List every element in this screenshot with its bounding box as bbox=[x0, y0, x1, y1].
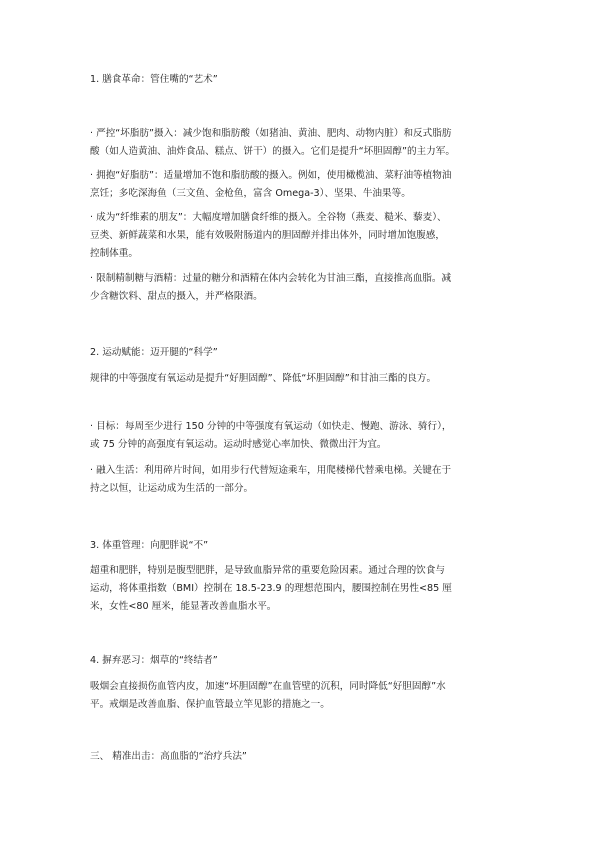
section-heading-weight: 3. 体重管理：向肥胖说“不” bbox=[90, 540, 209, 551]
bullet-exercise-life-line-1: · 融入生活：利用碎片时间，如用步行代替短途乘车，用爬楼梯代替乘电梯。关键在于 bbox=[90, 465, 452, 476]
bullet-bad-fat-line-2: 酸（如人造黄油、油炸食品、糕点、饼干）的摄入。它们是提升“坏胆固醇”的主力军。 bbox=[90, 146, 455, 157]
weight-paragraph-line-3: 米，女性<80 厘米，能显著改善血脂水平。 bbox=[90, 601, 277, 612]
bullet-exercise-goal-line-2: 或 75 分钟的高强度有氧运动。运动时感觉心率加快、微微出汗为宜。 bbox=[90, 439, 387, 450]
bullet-fiber-line-3: 控制体重。 bbox=[90, 248, 138, 259]
part-three-heading: 三、 精准出击：高血脂的“治疗兵法” bbox=[90, 751, 247, 762]
bullet-exercise-life-line-2: 持之以恒，让运动成为生活的一部分。 bbox=[90, 483, 254, 494]
smoking-paragraph-line-2: 平。戒烟是改善血脂、保护血管最立竿见影的措施之一。 bbox=[90, 699, 330, 710]
section-heading-exercise: 2. 运动赋能：迈开腿的“科学” bbox=[90, 347, 218, 358]
bullet-bad-fat-line-1: · 严控“坏脂肪”摄入：减少饱和脂肪酸（如猪油、黄油、肥肉、动物内脏）和反式脂肪 bbox=[90, 128, 452, 139]
bullet-good-fat-line-2: 烹饪；多吃深海鱼（三文鱼、金枪鱼，富含 Omega-3）、坚果、牛油果等。 bbox=[90, 188, 411, 199]
exercise-intro: 规律的中等强度有氧运动是提升“好胆固醇”、降低“坏胆固醇”和甘油三酯的良方。 bbox=[90, 373, 437, 384]
bullet-fiber-line-1: · 成为“纤维素的朋友”：大幅度增加膳食纤维的摄入。全谷物（燕麦、糙米、藜麦）、 bbox=[90, 212, 447, 223]
weight-paragraph-line-2: 运动，将体重指数（BMI）控制在 18.5-23.9 的理想范围内，腰围控制在男性<85 厘 bbox=[90, 583, 452, 594]
section-heading-diet: 1. 膳食革命：管住嘴的“艺术” bbox=[90, 74, 218, 85]
section-heading-smoking: 4. 摒弃恶习：烟草的“终结者” bbox=[90, 655, 218, 666]
bullet-good-fat-line-1: · 拥抱“好脂肪”：适量增加不饱和脂肪酸的摄入。例如，使用橄榄油、菜籽油等植物油 bbox=[90, 170, 452, 181]
bullet-sugar-alcohol-line-1: · 限制精制糖与酒精：过量的糖分和酒精在体内会转化为甘油三酯，直接推高血脂。减 bbox=[90, 273, 452, 284]
weight-paragraph-line-1: 超重和肥胖，特别是腹型肥胖，是导致血脂异常的重要危险因素。通过合理的饮食与 bbox=[90, 565, 445, 576]
bullet-fiber-line-2: 豆类、新鲜蔬菜和水果，能有效吸附肠道内的胆固醇并排出体外，同时增加饱腹感， bbox=[90, 230, 445, 241]
bullet-exercise-goal-line-1: · 目标：每周至少进行 150 分钟的中等强度有氧运动（如快走、慢跑、游泳、骑行）， bbox=[90, 421, 452, 432]
bullet-sugar-alcohol-line-2: 少含糖饮料、甜点的摄入，并严格限酒。 bbox=[90, 291, 263, 302]
smoking-paragraph-line-1: 吸烟会直接损伤血管内皮，加速“坏胆固醇”在血管壁的沉积，同时降低“好胆固醇”水 bbox=[90, 681, 446, 692]
